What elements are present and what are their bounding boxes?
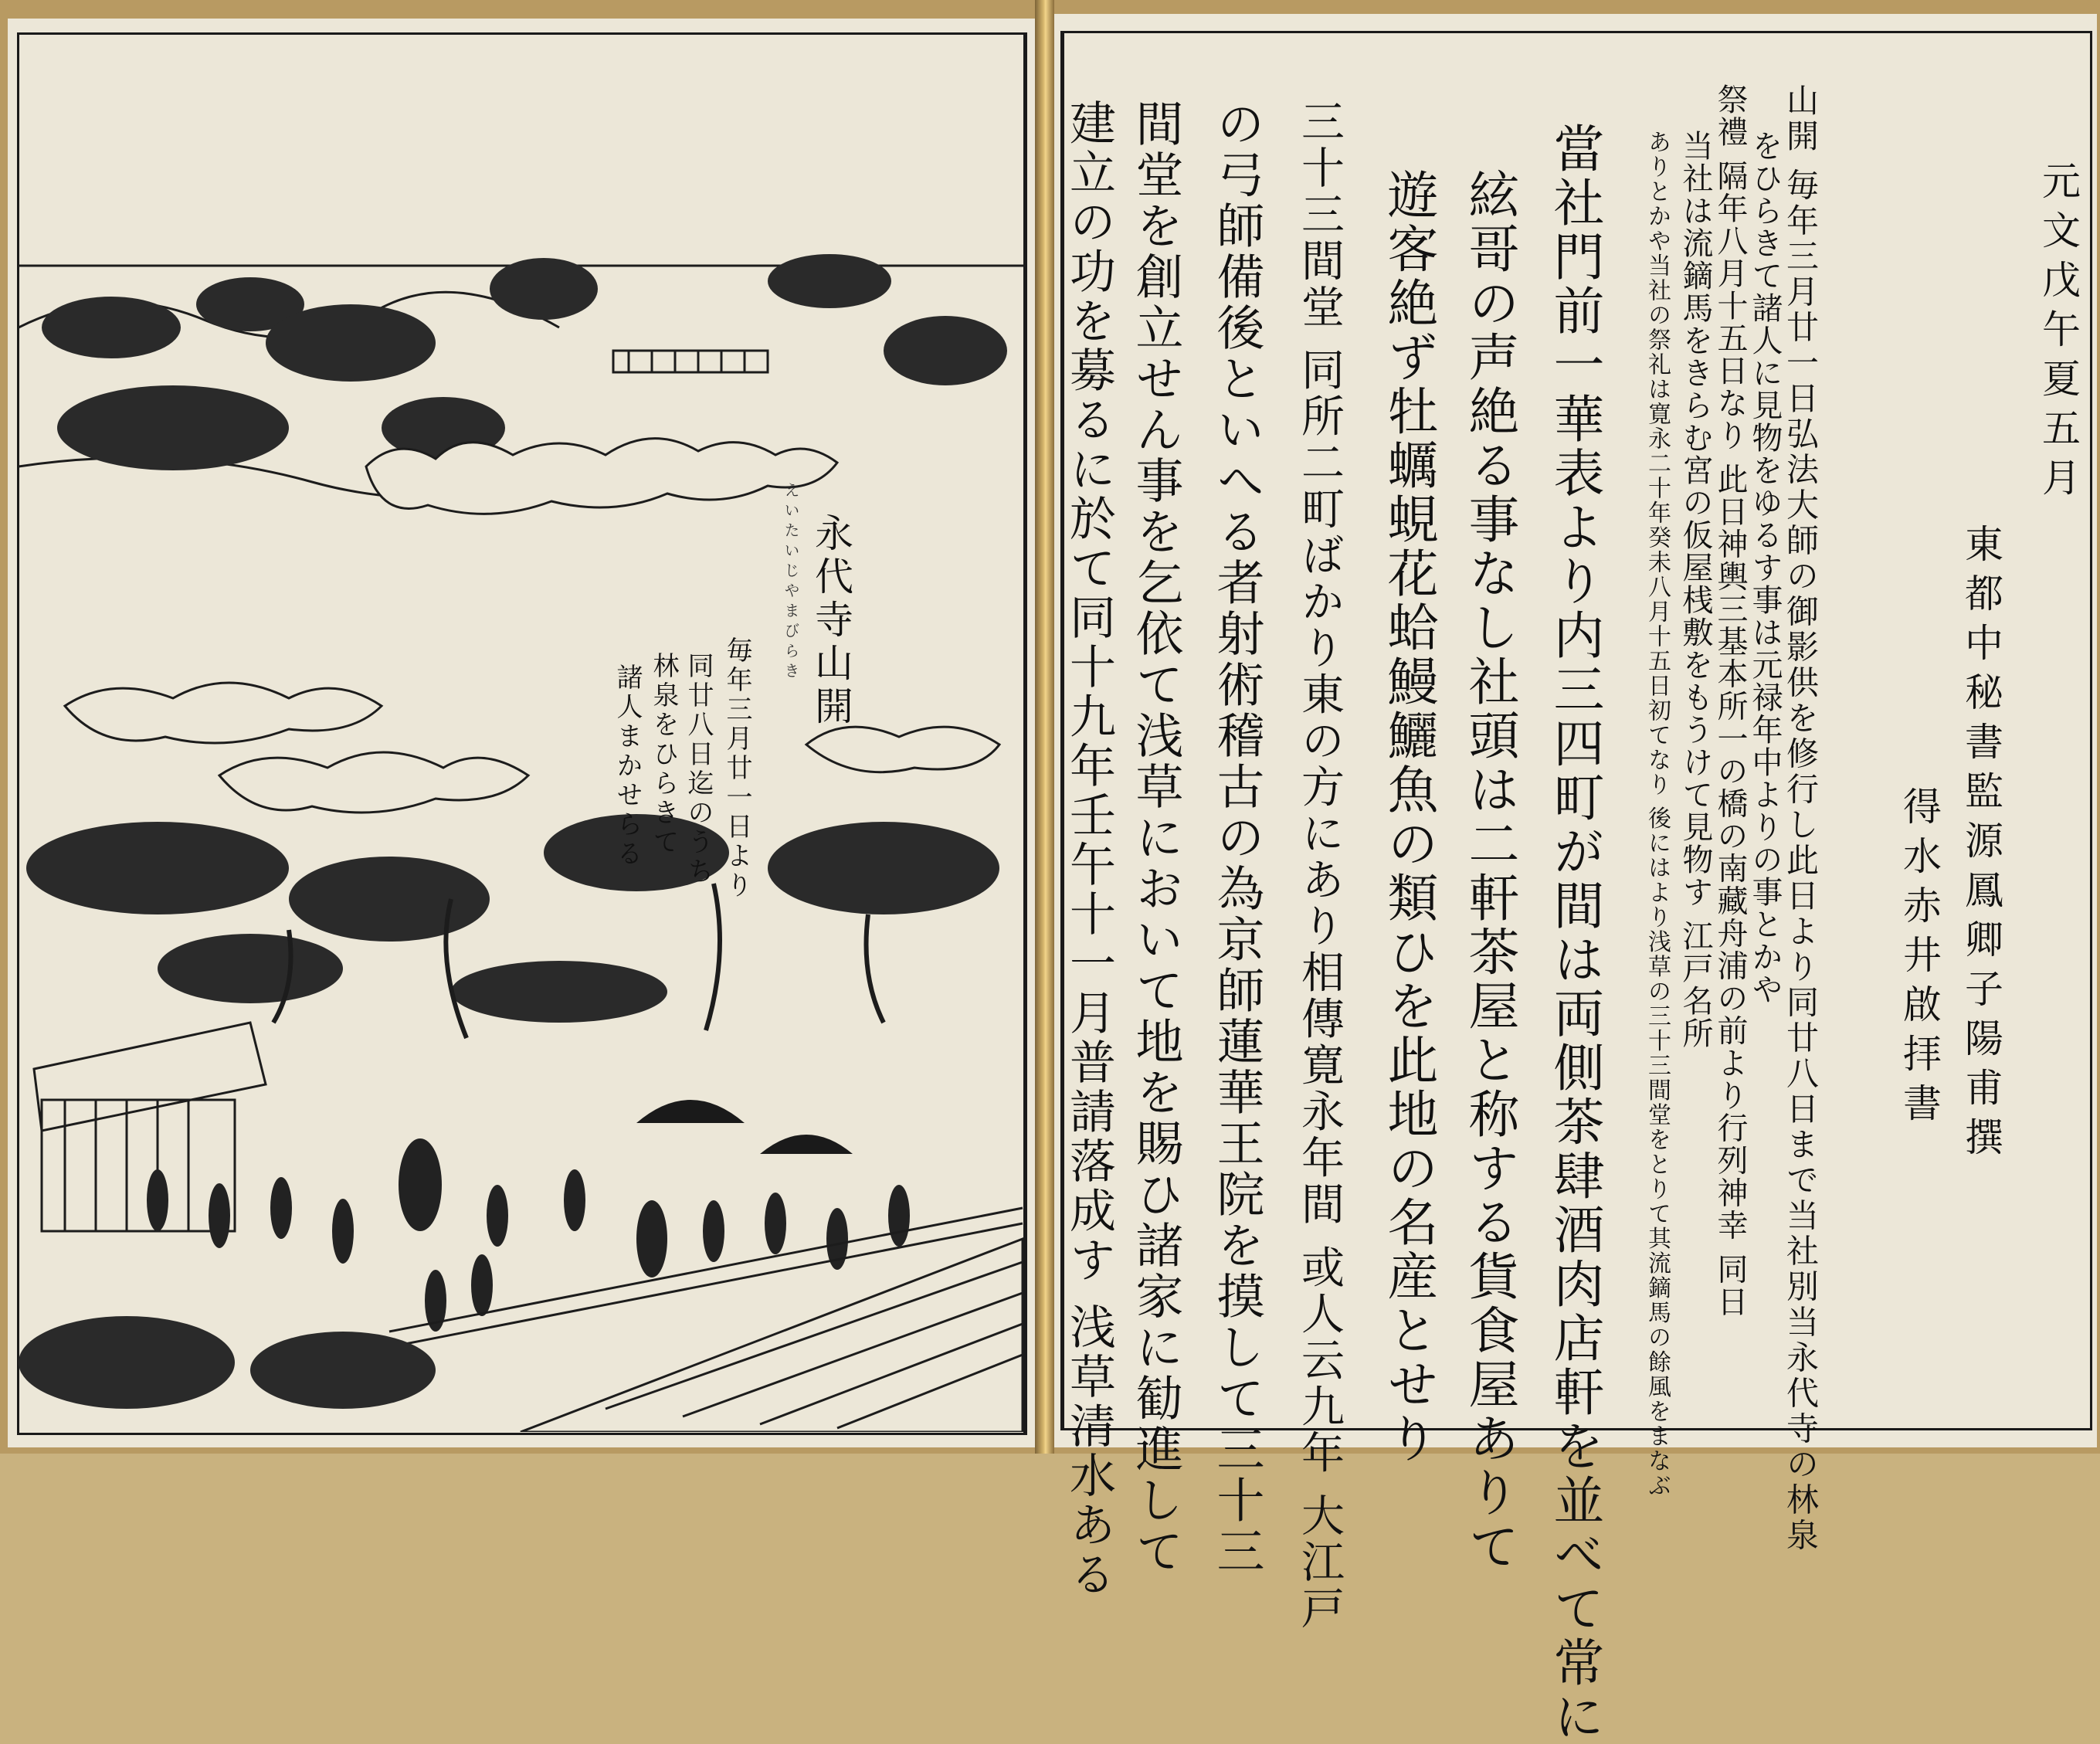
signature-author: 東都中秘書監源鳳卿子陽甫撰 bbox=[1959, 524, 2003, 1166]
illustration-note-line: 毎年三月廿一日より bbox=[721, 636, 752, 901]
text-column: 建立の功を募るに於て同十九年壬午十一月普請落成す 浅草清水ある bbox=[1062, 99, 1116, 1600]
illustration-title-ruby: えいたいじやまびらき bbox=[782, 482, 800, 683]
illustration-note-line: 林泉をひらきて bbox=[648, 652, 679, 857]
woodblock-illustration bbox=[19, 235, 1026, 1432]
text-column: 當社門前一華表より内三四町が間は両側茶肆酒肉店軒を並べて常に bbox=[1545, 122, 1604, 1744]
text-column: 山開 毎年三月廿一日弘法大師の御影供を修行し此日より同廿八日まで当社別当永代寺の林泉 bbox=[1782, 83, 1820, 1554]
text-column: 当社は流鏑馬をきらむ宮の仮屋桟敷をもうけて見物す 江戸名所 bbox=[1678, 130, 1713, 1050]
right-page bbox=[1054, 14, 2097, 1744]
text-column: ありとかや当社の祭礼は寛永二十年癸未八月十五日初てなり 後にはより浅草の三十三間堂をとりて其流鏑馬の餘風をまなぶ bbox=[1644, 130, 1671, 1498]
left-page bbox=[8, 19, 1035, 1447]
book-gutter bbox=[1035, 0, 1054, 1454]
text-column: 遊客絶ず牡蠣蜆花蛤鰻鱺魚の類ひを此地の名産とせり bbox=[1379, 168, 1438, 1466]
illustration-note-line: 同廿八日迄のうち bbox=[683, 652, 714, 887]
text-column: をひらきて諸人に見物をゆるす事は元禄年中よりの事とかや bbox=[1747, 130, 1783, 1006]
signature-calligrapher: 得水赤井啟拝書 bbox=[1897, 786, 1942, 1132]
text-column: 祭禮 隔年八月十五日なり 此日神輿三基本所一の橋の南藏舟浦の前より行列神幸 同日 bbox=[1712, 83, 1748, 1318]
text-column: の弓師備後といへる者射術稽古の為京師蓮華王院を摸して三十三 bbox=[1209, 99, 1265, 1577]
text-column: 間堂を創立せん事を乞依て浅草において地を賜ひ諸家に勧進して bbox=[1128, 99, 1184, 1577]
text-column: 絃哥の声絶る事なし社頭は二軒茶屋と称する貨食屋ありて bbox=[1460, 168, 1519, 1574]
illustration-title: 永代寺山開 bbox=[809, 513, 853, 729]
text-column: 三十三間堂 同所二町ばかり東の方にあり相傳寛永年間 或人云九年 大江戸 bbox=[1294, 99, 1345, 1633]
illustration-note-line: 諸人まかせらる bbox=[612, 663, 643, 869]
signature-date: 元文戊午夏五月 bbox=[2036, 161, 2081, 507]
